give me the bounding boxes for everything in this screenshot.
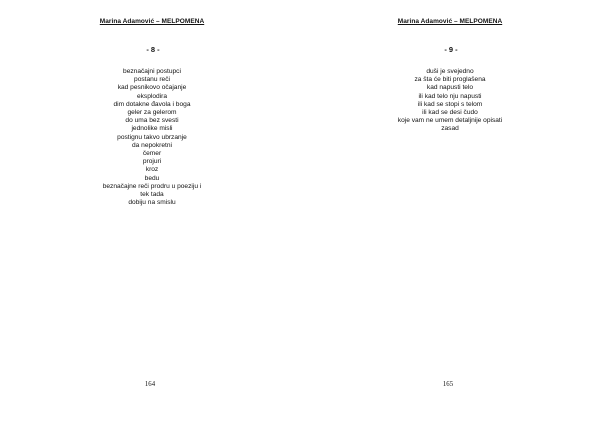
poem-line: zasad <box>441 125 459 133</box>
poem-line: beznačajne reči prodru u poeziju i <box>102 182 202 190</box>
poem-line: jednolike misli <box>131 125 173 133</box>
poem-line: beznačajni postupci <box>123 68 181 75</box>
poem-line: ili kad se desi čudo <box>422 109 478 117</box>
running-header: Marina Adamović – MELPOMENA <box>99 18 205 25</box>
running-header: Marina Adamović – MELPOMENA <box>397 18 503 25</box>
poem-line: dim dotakne đavola i boga <box>113 100 191 108</box>
poem-line: duši je svejedno <box>426 68 474 75</box>
poem-line: postignu takvo ubrzanje <box>117 133 187 141</box>
poem-line: čemer <box>142 150 162 158</box>
page-number: 165 <box>442 381 454 388</box>
poem-line: eksplodira <box>136 92 168 100</box>
poem-line: da nepokretni <box>132 141 172 149</box>
poem-line: kroz <box>145 166 159 174</box>
poem-line: za šta će biti proglašena <box>414 76 486 84</box>
poem-line: bedu <box>144 174 160 182</box>
poem-line: geler za gelerom <box>127 109 177 117</box>
poem-line: do uma bez svesti <box>125 117 179 125</box>
poem-number: - 9 - <box>444 45 458 54</box>
page-number: 164 <box>144 381 156 388</box>
poem-line: kad pesnikovo očajanje <box>117 84 187 92</box>
poem-line: ili kad se stopi s telom <box>417 100 483 108</box>
poem-text <box>300 68 600 134</box>
poem-text <box>2 68 302 207</box>
poem-line: tek tada <box>140 191 164 199</box>
poem-line: postanu reči <box>134 76 170 84</box>
poem-line: ili kad telo nju napusti <box>418 92 482 100</box>
right-page <box>300 0 600 425</box>
poem-line: koje vam ne umem detaljnije opisati <box>397 117 503 125</box>
poem-line: kad napusti telo <box>426 84 474 92</box>
poem-number: - 8 - <box>146 45 160 54</box>
poem-line: dobiju na smislu <box>128 199 176 207</box>
poem-line: projuri <box>142 158 162 166</box>
